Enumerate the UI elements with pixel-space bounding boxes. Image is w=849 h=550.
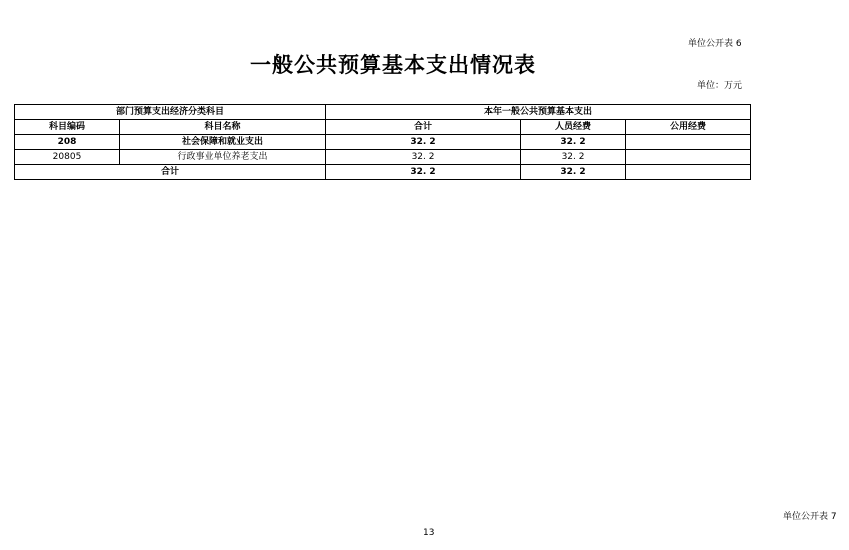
next-form-number-label: 单位公开表 7 xyxy=(783,512,837,522)
column-header-row xyxy=(15,120,751,135)
row-total: 32. 2 xyxy=(326,150,521,165)
row-total: 32. 2 xyxy=(326,135,521,150)
column-header-code: 科目编码 xyxy=(15,120,120,135)
column-header-name: 科目名称 xyxy=(120,120,326,135)
total-amount: 32. 2 xyxy=(326,165,521,180)
page-number: 13 xyxy=(423,528,435,538)
group-header-row xyxy=(15,105,751,120)
table-row xyxy=(15,150,751,165)
total-label: 合计 xyxy=(15,165,326,180)
group-header-classification: 部门预算支出经济分类科目 xyxy=(15,105,326,120)
column-header-total: 合计 xyxy=(326,120,521,135)
row-name: 行政事业单位养老支出 xyxy=(120,150,326,165)
row-public xyxy=(626,150,751,165)
column-header-public: 公用经费 xyxy=(626,120,751,135)
row-personnel: 32. 2 xyxy=(521,150,626,165)
total-row xyxy=(15,165,751,180)
table-row xyxy=(15,135,751,150)
unit-label: 单位：万元 xyxy=(697,81,743,91)
total-public xyxy=(626,165,751,180)
row-code: 20805 xyxy=(15,150,120,165)
column-header-personnel: 人员经费 xyxy=(521,120,626,135)
row-public xyxy=(626,135,751,150)
budget-table xyxy=(14,104,751,180)
row-code: 208 xyxy=(15,135,120,150)
group-header-current-year: 本年一般公共预算基本支出 xyxy=(326,105,751,120)
row-name: 社会保障和就业支出 xyxy=(120,135,326,150)
total-personnel: 32. 2 xyxy=(521,165,626,180)
page-title: 一般公共预算基本支出情况表 xyxy=(250,53,536,77)
form-number-label: 单位公开表 6 xyxy=(688,39,742,49)
row-personnel: 32. 2 xyxy=(521,135,626,150)
